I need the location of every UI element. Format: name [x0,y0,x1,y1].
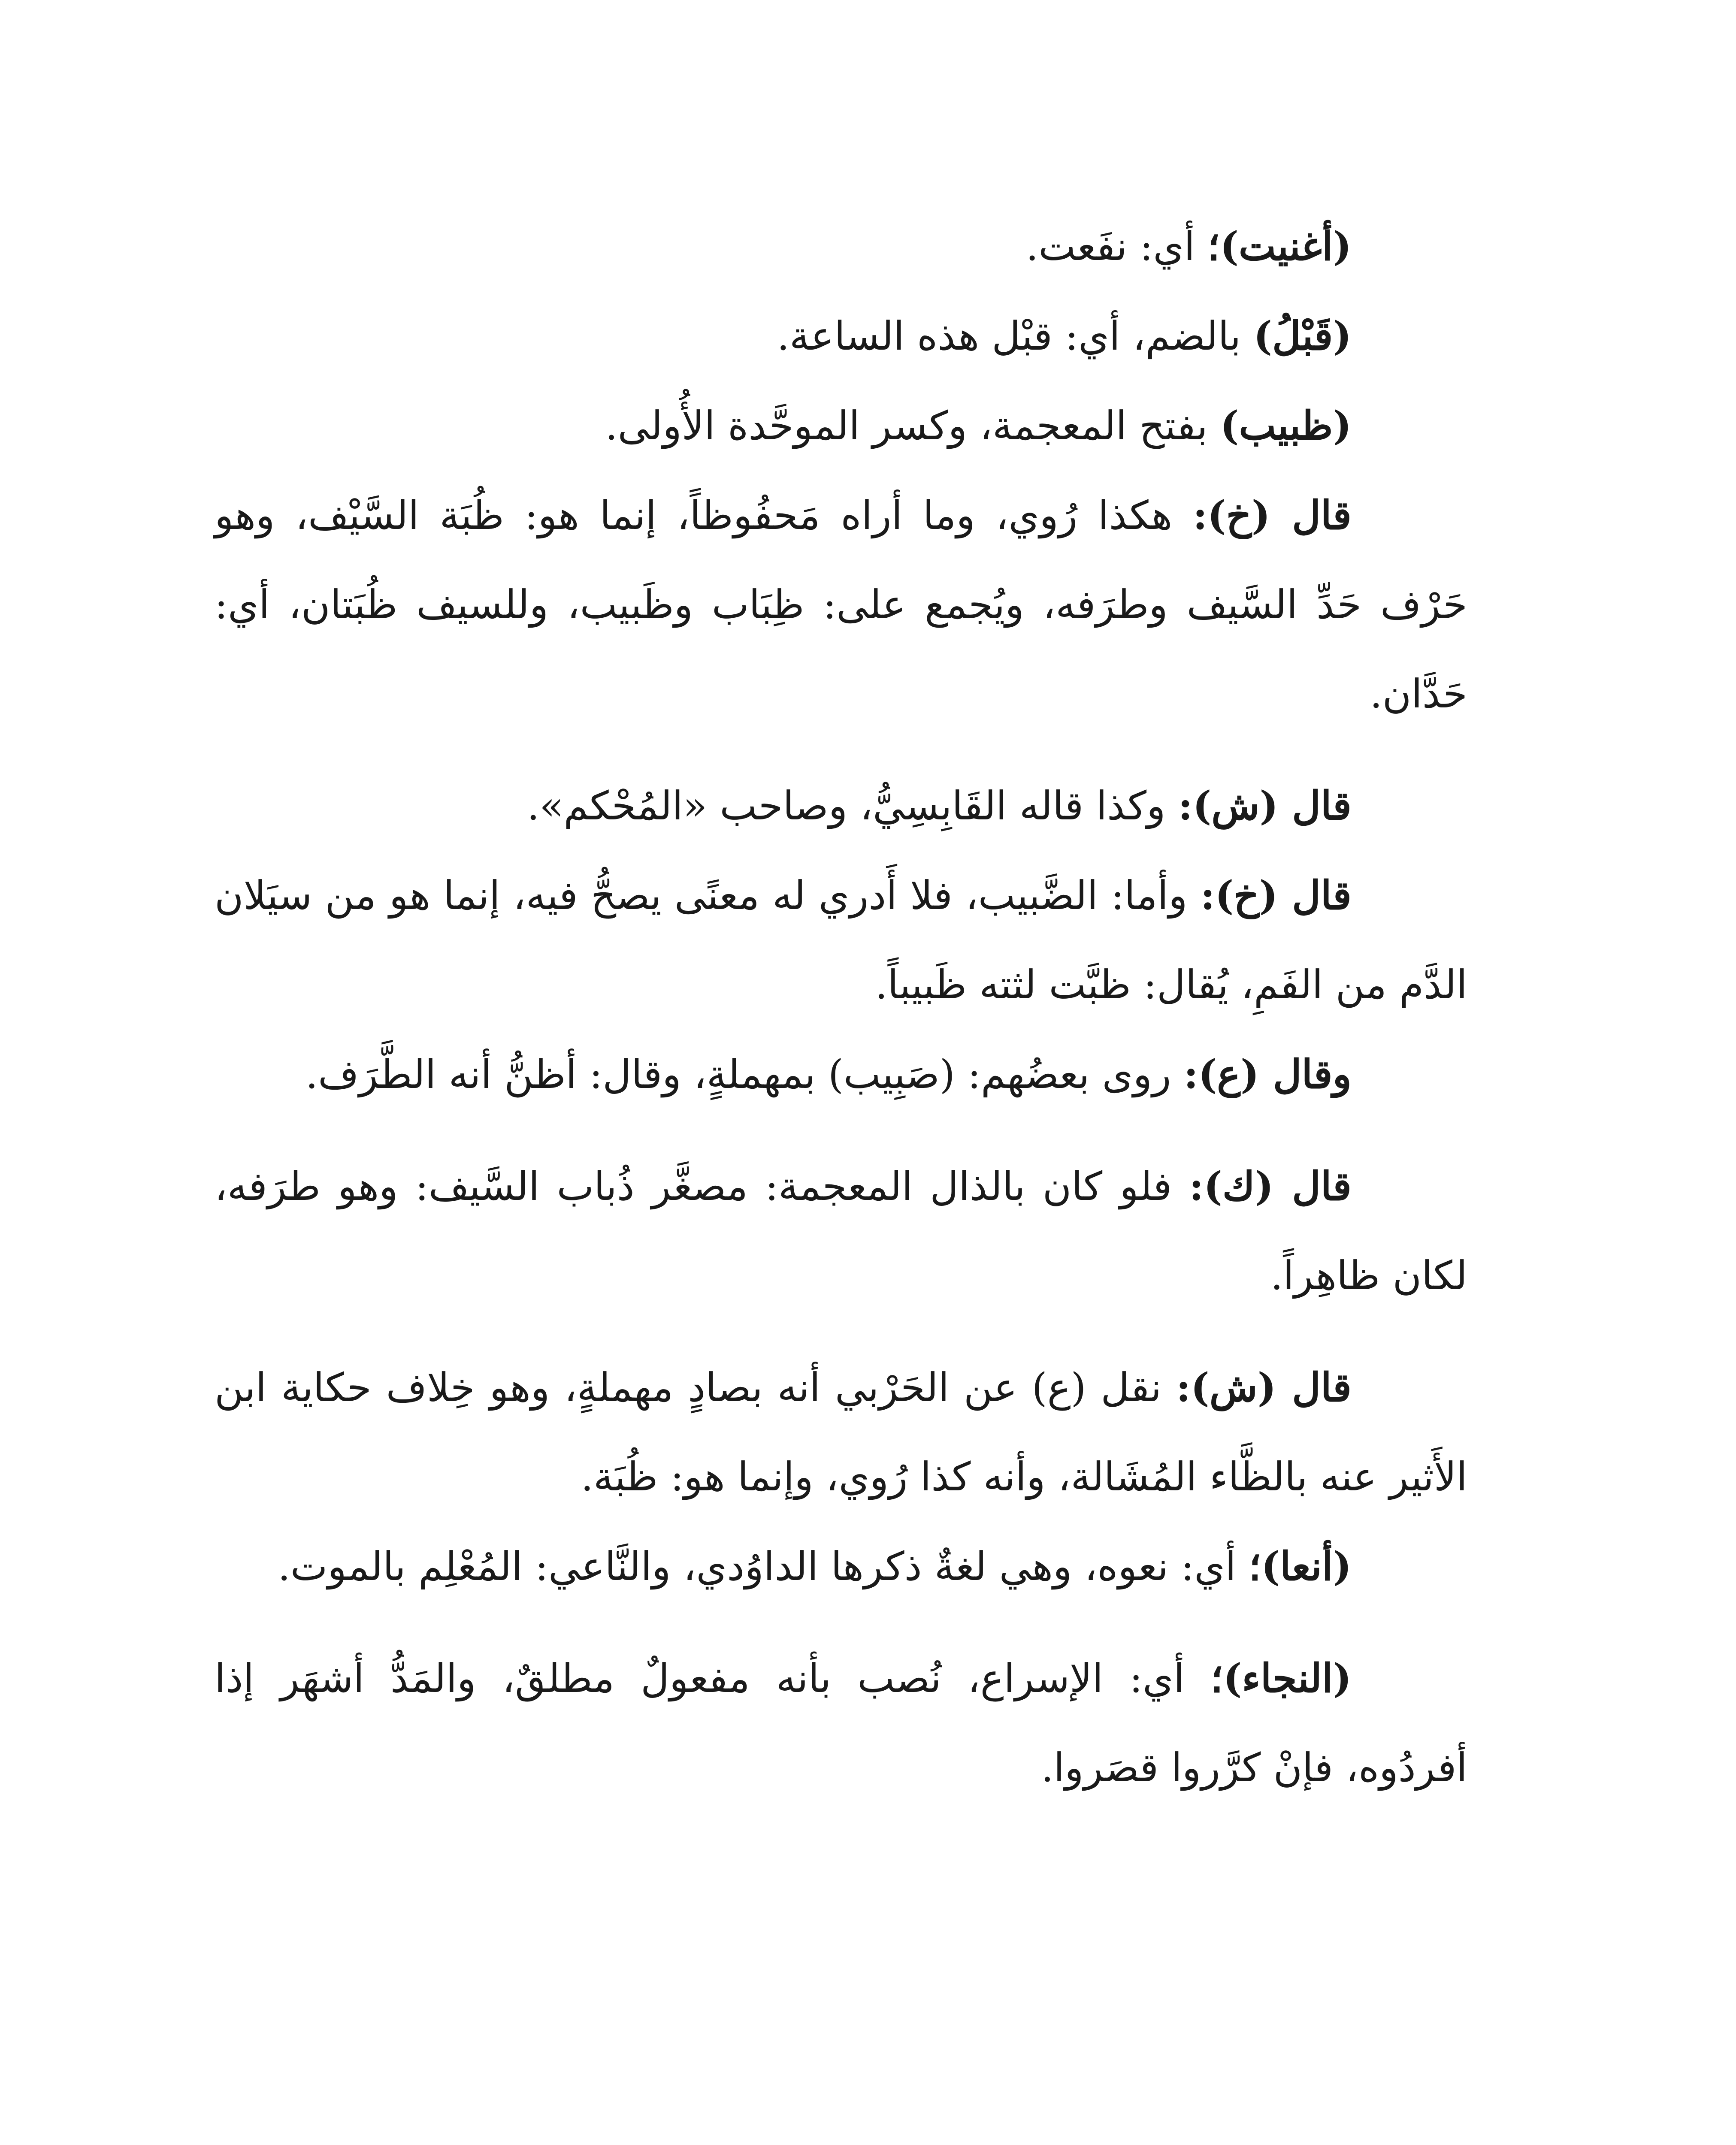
paragraph-shin-2 [215,1343,1467,1522]
lemma: قال (ش): [1176,1364,1352,1411]
paragraph-an-aa [215,1522,1467,1611]
lemma: (أغنيت)؛ [1207,223,1352,269]
paragraph-qabl [215,291,1467,381]
gloss: هكذا رُوي، وما أراه مَحفُوظاً، إنما هو: ظُبَة السَّيْف، وهو حَرْف حَدِّ السَّيف وطرَفه، ويُجمع على: ظِبَاب وظَبيب، وللسيف ظُبَتان، أي: حَدَّان. [215,492,1467,717]
gloss: أي: نعوه، وهي لغةٌ ذكرها الداوُدي، والنَّاعي: المُعْلِم بالموت. [278,1544,1249,1589]
lemma: قال (ك): [1189,1163,1352,1209]
lemma: وقال (ع): [1183,1051,1352,1097]
lemma: قال (خ): [1193,492,1352,538]
gloss: فلو كان بالذال المعجمة: مصغَّر ذُباب السَّيف: وهو طرَفه، لكان ظاهِراً. [215,1163,1467,1299]
gloss: أي: نفَعت. [1025,224,1208,269]
paragraph-khattabi-2 [215,851,1467,1030]
gloss: بفتح المعجمة، وكسر الموحَّدة الأُولى. [605,403,1220,449]
gloss: روى بعضُهم: (صَبِيب) بمهملةٍ، وقال: أظنُّ أنه الطَّرَف. [305,1051,1184,1097]
lemma: قال (خ): [1200,872,1352,918]
lemma: (أنعا)؛ [1249,1543,1352,1589]
lemma: (قَبْلُ) [1253,313,1352,359]
lemma: (ظبيب) [1220,402,1352,449]
paragraph-shin-1 [215,761,1467,851]
gloss: وكذا قاله القَابِسِيُّ، وصاحب «المُحْكم». [527,783,1178,829]
paragraph-ayn [215,1030,1467,1119]
gloss: وأما: الضَّبيب، فلا أَدري له معنًى يصحُّ فيه، إنما هو من سيَلان الدَّم من الفَمِ، يُقال: ظبَّت لثته ظَبيباً. [215,873,1467,1008]
gloss: نقل (ع) عن الحَرْبي أنه بصادٍ مهملةٍ، وهو خِلاف حكاية ابن الأَثير عنه بالظَّاء المُشَالة، وأنه كذا رُوي، وإنما هو: ظُبَة. [215,1365,1467,1500]
paragraph-najaa [215,1634,1467,1813]
gloss: بالضم، أي: قبْل هذه الساعة. [777,313,1254,359]
gloss: أي: الإسراع، نُصب بأنه مفعولٌ مطلقٌ، والمَدُّ أشهَر إذا أفردُوه، فإنْ كرَّروا قصَروا. [215,1656,1467,1791]
lemma: قال (ش): [1178,782,1352,829]
paragraph-kaf [215,1142,1467,1320]
paragraph-khattabi-1 [215,471,1467,739]
commentary-text [215,202,1467,1813]
lemma: (النجاء)؛ [1210,1655,1352,1701]
paragraph-aghnayt [215,202,1467,291]
paragraph-zabib [215,381,1467,471]
